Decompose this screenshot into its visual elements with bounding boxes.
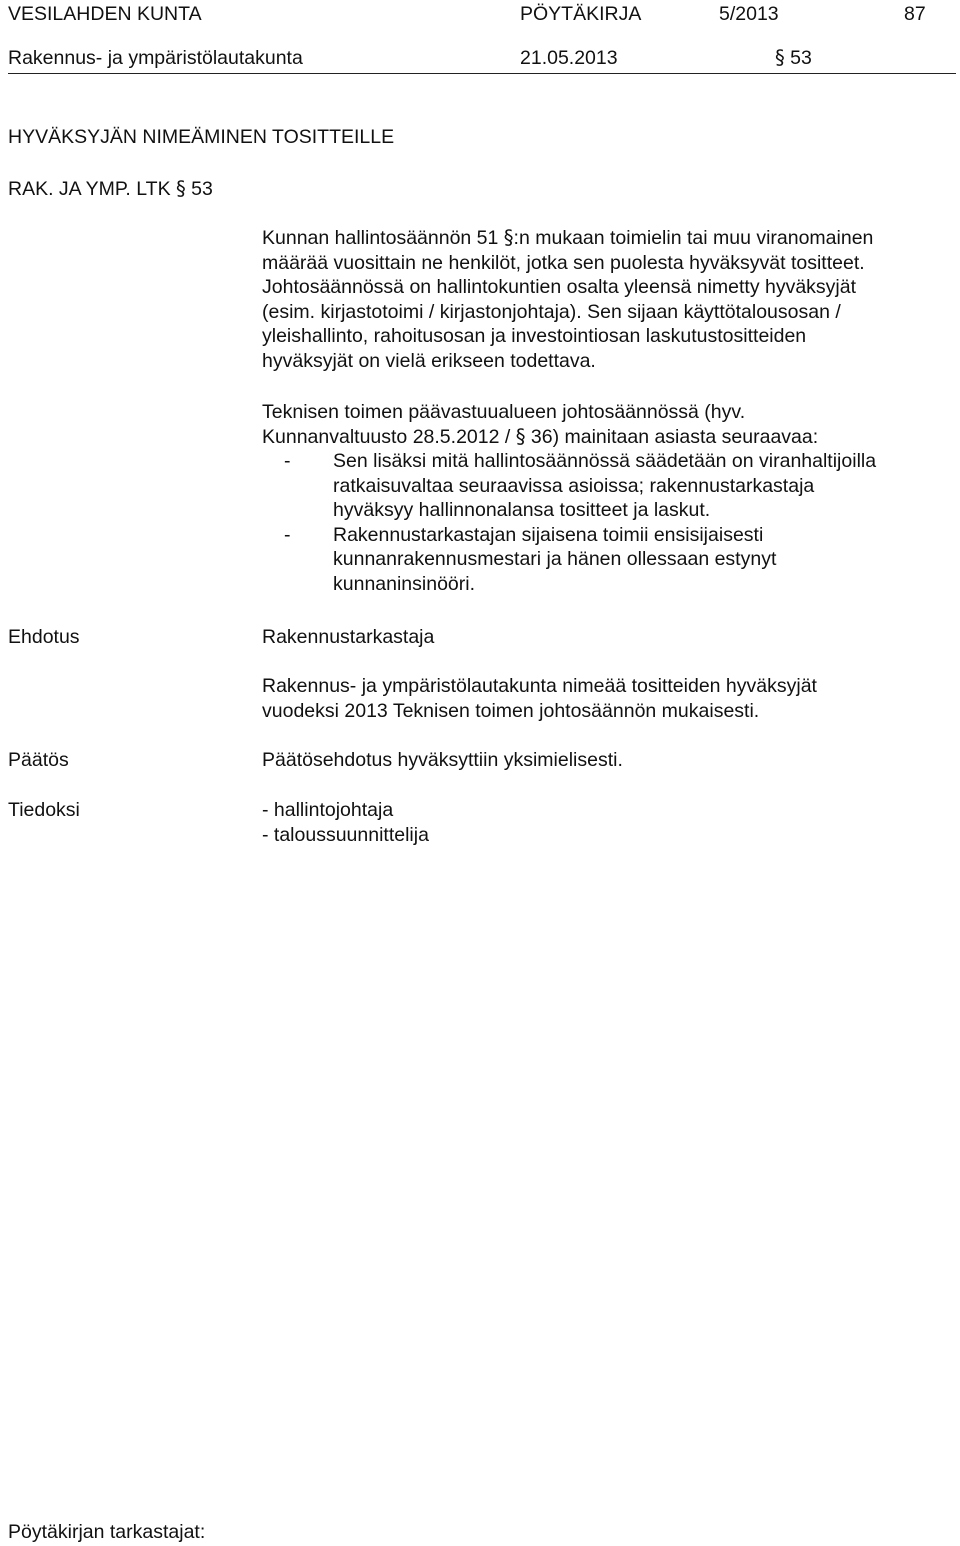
decision-text: Päätösehdotus hyväksyttiin yksimielisesti. [262,749,623,771]
reference-symbol: § [176,177,186,200]
paatos-label: Päätös [8,749,69,771]
page-number: 87 [904,3,926,25]
proposer: Rakennustarkastaja [262,626,435,648]
body-line: Kunnan hallintosäännön 51 §:n mukaan toimielin tai muu viranomainen [262,226,874,249]
section-symbol: § [503,226,514,249]
section-number: 53 [790,47,812,69]
body-line: yleishallinto, rahoitusosan ja investointiosan laskutustositteiden [262,325,807,347]
list-dash: - [284,450,291,472]
header-divider [8,73,956,74]
body-line: hyväksyjät on vielä erikseen todettava. [262,349,596,372]
board-reference [8,177,213,201]
ehdotus-label: Ehdotus [8,626,80,648]
body-line: Johtosäännössä on hallintokuntien osalta yleensä nimetty hyväksyjät [262,276,857,298]
reference-number: 53 [191,178,213,200]
footer-inspectors-label: Pöytäkirjan tarkastajat: [8,1521,206,1543]
section-symbol: § [775,46,785,69]
document-type: PÖYTÄKIRJA [520,3,642,25]
body-line: Kunnanvaltuusto 28.5.2012 / § 36) mainitaan asiasta seuraavaa: [262,424,819,448]
body-line: määrää vuosittain ne henkilöt, jotka sen puolesta hyväksyvät tositteet. [262,251,865,274]
meeting-date: 21.05.2013 [520,47,618,69]
list-item: - Rakennustarkastajan sijaisena toimii ensisijaisesti kunnanrakennusmestari ja hänen ollessaan estynyt kunnaninsinööri. [284,523,777,595]
reference-text: RAK. JA YMP. LTK [8,178,171,200]
section-symbol: § [515,424,526,448]
body-line: (esim. kirjastotoimi / kirjastonjohtaja). Sen sijaan käyttötalousosan / [262,300,841,323]
body-paragraph-2 [262,400,952,596]
list-item: - hallintojohtaja [262,799,394,821]
body-paragraph-1 [262,226,952,373]
list-item: - taloussuunnittelija [262,823,429,846]
list-dash: - [284,523,291,546]
board-name: Rakennus- ja ympäristölautakunta [8,47,303,69]
document-number: 5/2013 [719,3,779,25]
municipality-name: VESILAHDEN KUNTA [8,3,202,25]
body-line: Teknisen toimen päävastuualueen johtosäännössä (hyv. [262,401,746,423]
recipients-list [262,798,952,847]
section-heading [775,46,812,70]
proposal-text: Rakennus- ja ympäristölautakunta nimeää tositteiden hyväksyjät vuodeksi 2013 Teknisen toimen johtosäännön mukaisesti. [262,675,817,722]
tiedoksi-label: Tiedoksi [8,799,80,821]
page-title: HYVÄKSYJÄN NIMEÄMINEN TOSITTEILLE [8,126,395,148]
list-item: - Sen lisäksi mitä hallintosäännössä säädetään on viranhaltijoilla ratkaisuvaltaa seuraavissa asioissa; rakennustarkastaja hyväksyy hallinnonalansa tositteet ja laskut. [284,450,877,521]
